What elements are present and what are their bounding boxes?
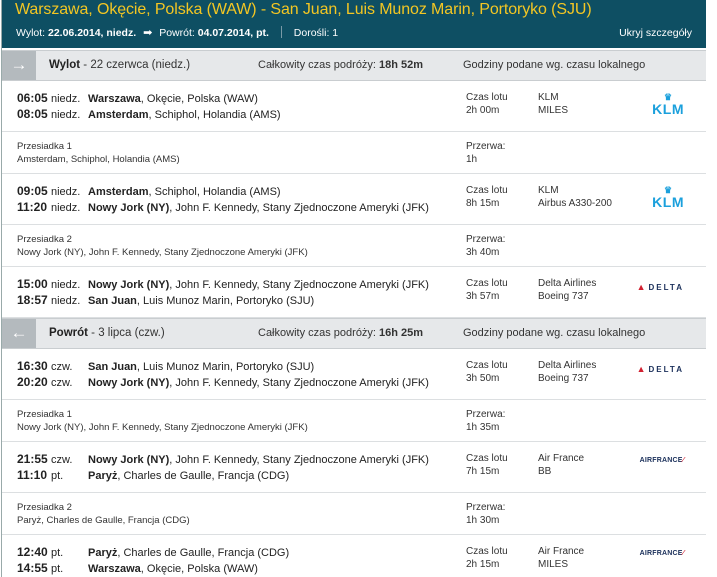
direction-name: Wylot: [49, 59, 81, 71]
aircraft-type: MILES: [538, 559, 569, 570]
flight-duration: 7h 15m: [466, 466, 500, 477]
arrival-time: 11:10: [17, 468, 48, 482]
departure-line: [17, 91, 258, 105]
flight-duration-label: Czas lotu: [466, 185, 508, 196]
total-label: Całkowity czas podróży:: [258, 59, 380, 71]
departure-line: [17, 277, 429, 291]
departure-time: 06:05: [17, 91, 48, 105]
direction-date: - 3 lipca (czw.): [87, 327, 165, 339]
arrival-airport: , Charles de Gaulle, Francja (CDG): [117, 470, 290, 482]
aircraft-type: MILES: [538, 105, 569, 116]
aircraft-type: Boeing 737: [538, 291, 589, 302]
page-margin: [706, 0, 717, 577]
departure-day: czw.: [51, 454, 73, 466]
arrival-day: pt.: [51, 470, 64, 482]
layover-break: 1h 30m: [466, 515, 500, 526]
local-time-note: Godziny podane wg. czasu lokalnego: [463, 59, 646, 71]
flight-duration: 8h 15m: [466, 198, 500, 209]
depart-date: 22.06.2014, niedz.: [48, 27, 137, 39]
arrival-city: Nowy Jork (NY): [88, 202, 170, 214]
aircraft-type: Boeing 737: [538, 373, 589, 384]
return-date: 04.07.2014, pt.: [197, 27, 269, 39]
layover-title: Przesiadka 1: [17, 409, 72, 420]
departure-line: [17, 545, 289, 559]
airfrance-logo: [640, 550, 684, 557]
departure-day: czw.: [51, 361, 73, 373]
departure-time: 12:40: [17, 545, 48, 559]
layover-place: Paryż, Charles de Gaulle, Francja (CDG): [17, 515, 190, 526]
arrival-day: czw.: [51, 377, 73, 389]
layover-break-label: Przerwa:: [466, 409, 506, 420]
departure-time: 16:30: [17, 359, 48, 373]
arrival-city: Warszawa: [88, 563, 141, 575]
direction-label: [49, 59, 190, 71]
flight-duration-label: Czas lotu: [466, 546, 508, 557]
delta-logo: [637, 364, 684, 374]
arrival-airport: , John F. Kennedy, Stany Zjednoczone Ameryki (JFK): [169, 202, 429, 214]
airline-name: KLM: [538, 185, 559, 196]
arrival-time: 20:20: [17, 375, 48, 389]
flight-duration-label: Czas lotu: [466, 278, 508, 289]
divider: [281, 26, 282, 38]
departure-time: 15:00: [17, 277, 48, 291]
direction-date: - 22 czerwca (niedz.): [80, 59, 191, 71]
aircraft-type: BB: [538, 466, 552, 477]
departure-city: San Juan: [88, 361, 137, 373]
departure-city: Warszawa: [88, 93, 141, 105]
flight-duration-label: Czas lotu: [466, 360, 508, 371]
arrival-time: 14:55: [17, 561, 48, 575]
arrow-right-icon[interactable]: →: [2, 51, 36, 80]
arrival-line: [17, 293, 314, 307]
layover-title: Przesiadka 2: [17, 502, 72, 513]
arrival-airport: , Schiphol, Holandia (AMS): [148, 109, 281, 121]
layover-place: Nowy Jork (NY), John F. Kennedy, Stany Zjednoczone Ameryki (JFK): [17, 422, 308, 433]
layover-place: Amsterdam, Schiphol, Holandia (AMS): [17, 154, 180, 165]
adults-count: Dorośli: 1: [293, 27, 339, 39]
arrival-time: 08:05: [17, 107, 48, 121]
total-label: Całkowity czas podróży:: [258, 327, 380, 339]
arrival-day: niedz.: [51, 295, 81, 307]
flight-segment: [2, 442, 706, 493]
layover-row: [2, 225, 706, 267]
airfrance-logo-text: AIRFRANCE: [639, 457, 683, 464]
layover-title: Przesiadka 1: [17, 141, 72, 152]
arrival-day: niedz.: [51, 109, 81, 121]
airline-name: Air France: [538, 453, 585, 464]
arrow-right-icon: ➡: [143, 27, 153, 39]
arrival-city: Nowy Jork (NY): [88, 377, 170, 389]
arrival-airport: , John F. Kennedy, Stany Zjednoczone Ameryki (JFK): [169, 377, 429, 389]
flight-segment: [2, 535, 706, 577]
klm-logo: [652, 184, 684, 208]
flight-segment: [2, 174, 706, 225]
arrival-day: niedz.: [51, 202, 81, 214]
direction-label: [49, 327, 165, 339]
hide-details-link[interactable]: Ukryj szczegóły: [619, 27, 692, 39]
klm-crown-icon: ♛: [664, 92, 673, 102]
departure-airport: , Charles de Gaulle, Francja (CDG): [117, 547, 290, 559]
departure-day: niedz.: [51, 279, 81, 291]
departure-city: Amsterdam: [88, 186, 149, 198]
airline-name: Air France: [538, 546, 585, 557]
layover-row: [2, 493, 706, 535]
arrow-left-icon[interactable]: ←: [2, 319, 36, 348]
flight-duration: 3h 57m: [466, 291, 500, 302]
klm-logo-text: KLM: [652, 101, 684, 117]
flight-duration: 2h 15m: [466, 559, 500, 570]
arrival-time: 11:20: [17, 200, 48, 214]
total-value: 16h 25m: [379, 327, 424, 339]
airfrance-logo: [640, 457, 684, 464]
flight-segment: [2, 267, 706, 318]
arrival-line: [17, 200, 429, 214]
delta-logo: [637, 282, 684, 292]
flight-duration-label: Czas lotu: [466, 453, 508, 464]
return-label: Powrót:: [159, 27, 195, 39]
departure-city: Paryż: [88, 547, 118, 559]
trip-summary: [16, 26, 338, 39]
airline-name: KLM: [538, 92, 559, 103]
local-time-note: Godziny podane wg. czasu lokalnego: [463, 327, 646, 339]
layover-title: Przesiadka 2: [17, 234, 72, 245]
total-travel-time: [258, 327, 423, 339]
flight-duration: 2h 00m: [466, 105, 500, 116]
arrival-airport: , Okęcie, Polska (WAW): [140, 563, 258, 575]
airline-name: Delta Airlines: [538, 278, 597, 289]
departure-airport: , John F. Kennedy, Stany Zjednoczone Ameryki (JFK): [169, 454, 429, 466]
departure-line: [17, 184, 281, 198]
aircraft-type: Airbus A330-200: [538, 198, 612, 209]
airfrance-swoosh-icon: ⁄: [682, 457, 684, 464]
delta-triangle-icon: ▲: [636, 282, 646, 292]
layover-break: 3h 40m: [466, 247, 500, 258]
flight-segment: [2, 81, 706, 132]
arrival-city: San Juan: [88, 295, 137, 307]
arrival-line: [17, 375, 429, 389]
flight-segment: [2, 349, 706, 400]
departure-airport: , John F. Kennedy, Stany Zjednoczone Ameryki (JFK): [169, 279, 429, 291]
direction-name: Powrót: [49, 327, 88, 339]
airfrance-swoosh-icon: ⁄: [682, 550, 684, 557]
arrival-city: Amsterdam: [88, 109, 149, 121]
delta-triangle-icon: ▲: [636, 364, 646, 374]
layover-break: 1h 35m: [466, 422, 500, 433]
arrival-line: [17, 468, 289, 482]
depart-label: Wylot:: [16, 27, 46, 39]
outbound-section-bar: [2, 50, 706, 81]
arrival-city: Paryż: [88, 470, 118, 482]
layover-row: [2, 132, 706, 174]
departure-line: [17, 359, 314, 373]
layover-break-label: Przerwa:: [466, 234, 506, 245]
flight-details-panel: [1, 0, 707, 577]
departure-city: Nowy Jork (NY): [88, 279, 170, 291]
itinerary-header: [2, 0, 706, 48]
layover-row: [2, 400, 706, 442]
klm-crown-icon: ♛: [664, 185, 673, 195]
arrival-line: [17, 561, 258, 575]
layover-break-label: Przerwa:: [466, 502, 506, 513]
delta-logo-text: DELTA: [648, 283, 684, 292]
delta-logo-text: DELTA: [648, 365, 684, 374]
airline-name: Delta Airlines: [538, 360, 597, 371]
airfrance-logo-text: AIRFRANCE: [639, 550, 683, 557]
departure-time: 21:55: [17, 452, 48, 466]
departure-time: 09:05: [17, 184, 48, 198]
arrival-day: pt.: [51, 563, 64, 575]
departure-line: [17, 452, 429, 466]
departure-airport: , Luis Munoz Marin, Portoryko (SJU): [136, 361, 315, 373]
departure-airport: , Schiphol, Holandia (AMS): [148, 186, 281, 198]
layover-break-label: Przerwa:: [466, 141, 506, 152]
return-section-bar: [2, 318, 706, 349]
departure-day: niedz.: [51, 93, 81, 105]
total-travel-time: [258, 59, 423, 71]
layover-place: Nowy Jork (NY), John F. Kennedy, Stany Zjednoczone Ameryki (JFK): [17, 247, 308, 258]
departure-day: niedz.: [51, 186, 81, 198]
klm-logo-text: KLM: [652, 194, 684, 210]
departure-airport: , Okęcie, Polska (WAW): [140, 93, 258, 105]
flight-duration-label: Czas lotu: [466, 92, 508, 103]
departure-day: pt.: [51, 547, 64, 559]
arrival-line: [17, 107, 281, 121]
arrival-time: 18:57: [17, 293, 48, 307]
flight-duration: 3h 50m: [466, 373, 500, 384]
total-value: 18h 52m: [379, 59, 424, 71]
departure-city: Nowy Jork (NY): [88, 454, 170, 466]
route-title: Warszawa, Okęcie, Polska (WAW) - San Juan, Luis Munoz Marin, Portoryko (SJU): [15, 1, 592, 18]
arrival-airport: , Luis Munoz Marin, Portoryko (SJU): [136, 295, 315, 307]
layover-break: 1h: [466, 154, 478, 165]
klm-logo: [652, 91, 684, 115]
